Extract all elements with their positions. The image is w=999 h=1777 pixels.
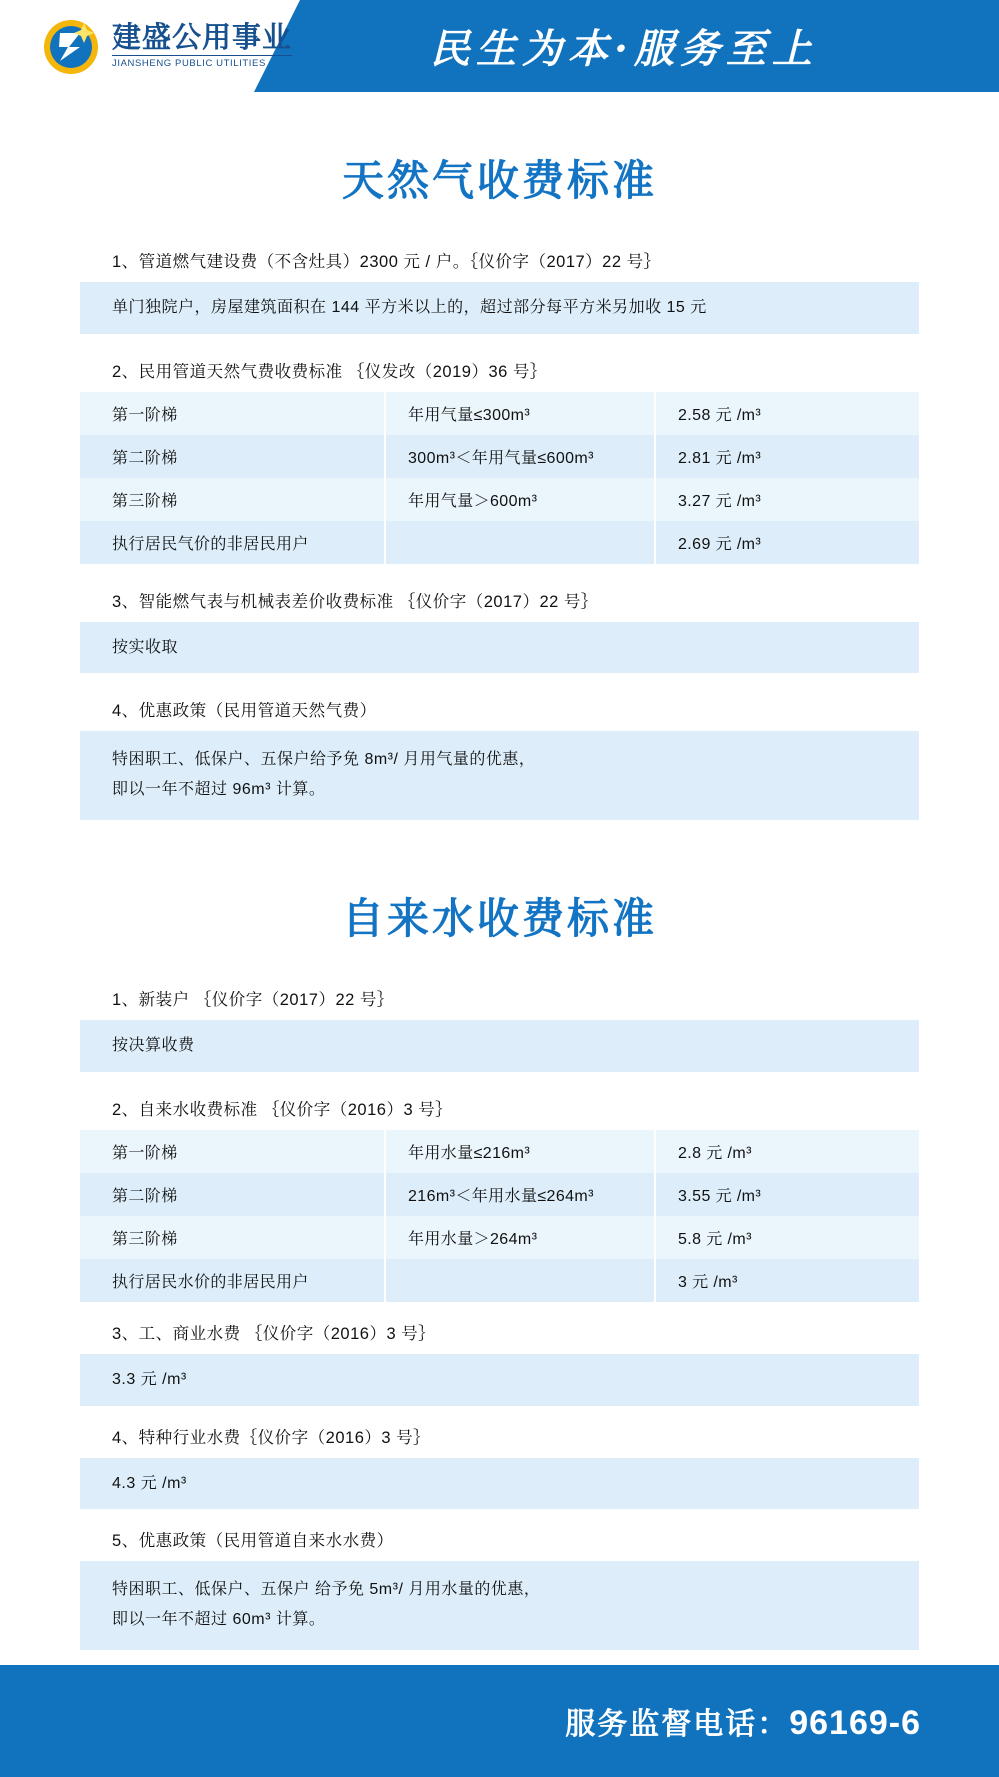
service-hotline-number: 96169-6 xyxy=(789,1704,921,1742)
table-row xyxy=(80,1173,919,1216)
tier-price: 2.58 元 /m³ xyxy=(655,392,919,435)
water-item5-heading: 5、优惠政策（民用管道自来水水费） xyxy=(112,1532,394,1551)
tier-name: 执行居民气价的非居民用户 xyxy=(112,535,309,553)
gas-item1-detail: 单门独院户，房屋建筑面积在 144 平方米以上的，超过部分每平方米另加收 15 元 xyxy=(80,282,919,334)
logo-name-en: JIANSHENG PUBLIC UTILITIES xyxy=(112,55,292,69)
gas-section-title: 天然气收费标准 xyxy=(341,157,657,204)
water-item5-detail xyxy=(80,1561,919,1650)
water-item2-heading: 2、自来水收费标准 ｛仪价字（2016）3 号｝ xyxy=(112,1100,453,1119)
gas-tariff-table xyxy=(80,392,919,564)
gas-item4-heading: 4、优惠政策（民用管道天然气费） xyxy=(112,702,377,721)
tier-price: 5.8 元 /m³ xyxy=(655,1216,919,1259)
tier-name: 第二阶梯 xyxy=(112,449,178,467)
gas-item4-line2: 即以一年不超过 96m³ 计算。 xyxy=(112,780,326,798)
water-section-title: 自来水收费标准 xyxy=(341,895,657,943)
water-tariff-table xyxy=(80,1130,919,1302)
water-item5-line1: 特困职工、低保户、五保户 给予免 5m³/ 月用水量的优惠， xyxy=(112,1581,541,1599)
tier-name: 执行居民水价的非居民用户 xyxy=(112,1273,309,1291)
water-item5-line2: 即以一年不超过 60m³ 计算。 xyxy=(112,1610,326,1628)
tier-price: 3.27 元 /m³ xyxy=(655,478,919,521)
tier-name: 第三阶梯 xyxy=(112,1230,178,1248)
table-row xyxy=(80,1130,919,1173)
logo-emblem-icon xyxy=(40,15,102,77)
tier-range xyxy=(385,1259,655,1302)
tier-price: 2.69 元 /m³ xyxy=(655,521,919,564)
table-row xyxy=(80,478,919,521)
tier-range: 年用水量≤216m³ xyxy=(385,1130,655,1173)
gas-item2-heading: 2、民用管道天然气费收费标准 ｛仪发改（2019）36 号｝ xyxy=(112,362,547,381)
page-footer xyxy=(0,1665,999,1777)
tier-name: 第一阶梯 xyxy=(112,406,178,424)
tier-name: 第三阶梯 xyxy=(112,492,178,510)
tier-name: 第二阶梯 xyxy=(112,1187,178,1205)
tier-price: 3 元 /m³ xyxy=(655,1259,919,1302)
tier-range xyxy=(385,521,655,564)
table-row xyxy=(80,435,919,478)
water-item3-detail: 3.3 元 /m³ xyxy=(80,1354,919,1406)
gas-item1-heading: 1、管道燃气建设费（不含灶具）2300 元 / 户。｛仪价字（2017）22 号｝ xyxy=(112,253,661,271)
document-body xyxy=(0,92,999,1665)
tier-range: 年用气量＞600m³ xyxy=(385,478,655,521)
gas-item3-detail: 按实收取 xyxy=(80,622,919,674)
table-row xyxy=(80,392,919,435)
water-item1-detail: 按决算收费 xyxy=(80,1020,919,1072)
gas-item4-detail xyxy=(80,731,919,820)
header-slogan: 民生为本·服务至上 xyxy=(430,25,818,73)
table-row xyxy=(80,1259,919,1302)
tier-range: 216m³＜年用水量≤264m³ xyxy=(385,1173,655,1216)
gas-item3-heading: 3、智能燃气表与机械表差价收费标准 ｛仪价字（2017）22 号｝ xyxy=(112,592,598,611)
tier-range: 年用水量＞264m³ xyxy=(385,1216,655,1259)
logo-name-cn: 建盛公用事业 xyxy=(112,21,293,54)
tier-price: 3.55 元 /m³ xyxy=(655,1173,919,1216)
page-header xyxy=(0,0,999,92)
water-item4-detail: 4.3 元 /m³ xyxy=(80,1458,919,1510)
tier-range: 年用气量≤300m³ xyxy=(385,392,655,435)
service-hotline-label: 服务监督电话： xyxy=(565,1708,790,1741)
water-item1-heading: 1、新装户 ｛仪价字（2017）22 号｝ xyxy=(112,991,394,1010)
water-item3-heading: 3、工、商业水费 ｛仪价字（2016）3 号｝ xyxy=(112,1324,436,1343)
tier-price: 2.8 元 /m³ xyxy=(655,1130,919,1173)
table-row xyxy=(80,1216,919,1259)
service-hotline xyxy=(565,1699,921,1743)
tier-price: 2.81 元 /m³ xyxy=(655,435,919,478)
water-item4-heading: 4、特种行业水费｛仪价字（2016）3 号｝ xyxy=(112,1428,431,1447)
brand-logo xyxy=(40,14,292,78)
header-banner xyxy=(300,0,999,92)
tier-range: 300m³＜年用气量≤600m³ xyxy=(385,435,655,478)
table-row xyxy=(80,521,919,564)
tier-name: 第一阶梯 xyxy=(112,1144,178,1162)
gas-item4-line1: 特困职工、低保户、五保户给予免 8m³/ 月用气量的优惠， xyxy=(112,751,536,769)
